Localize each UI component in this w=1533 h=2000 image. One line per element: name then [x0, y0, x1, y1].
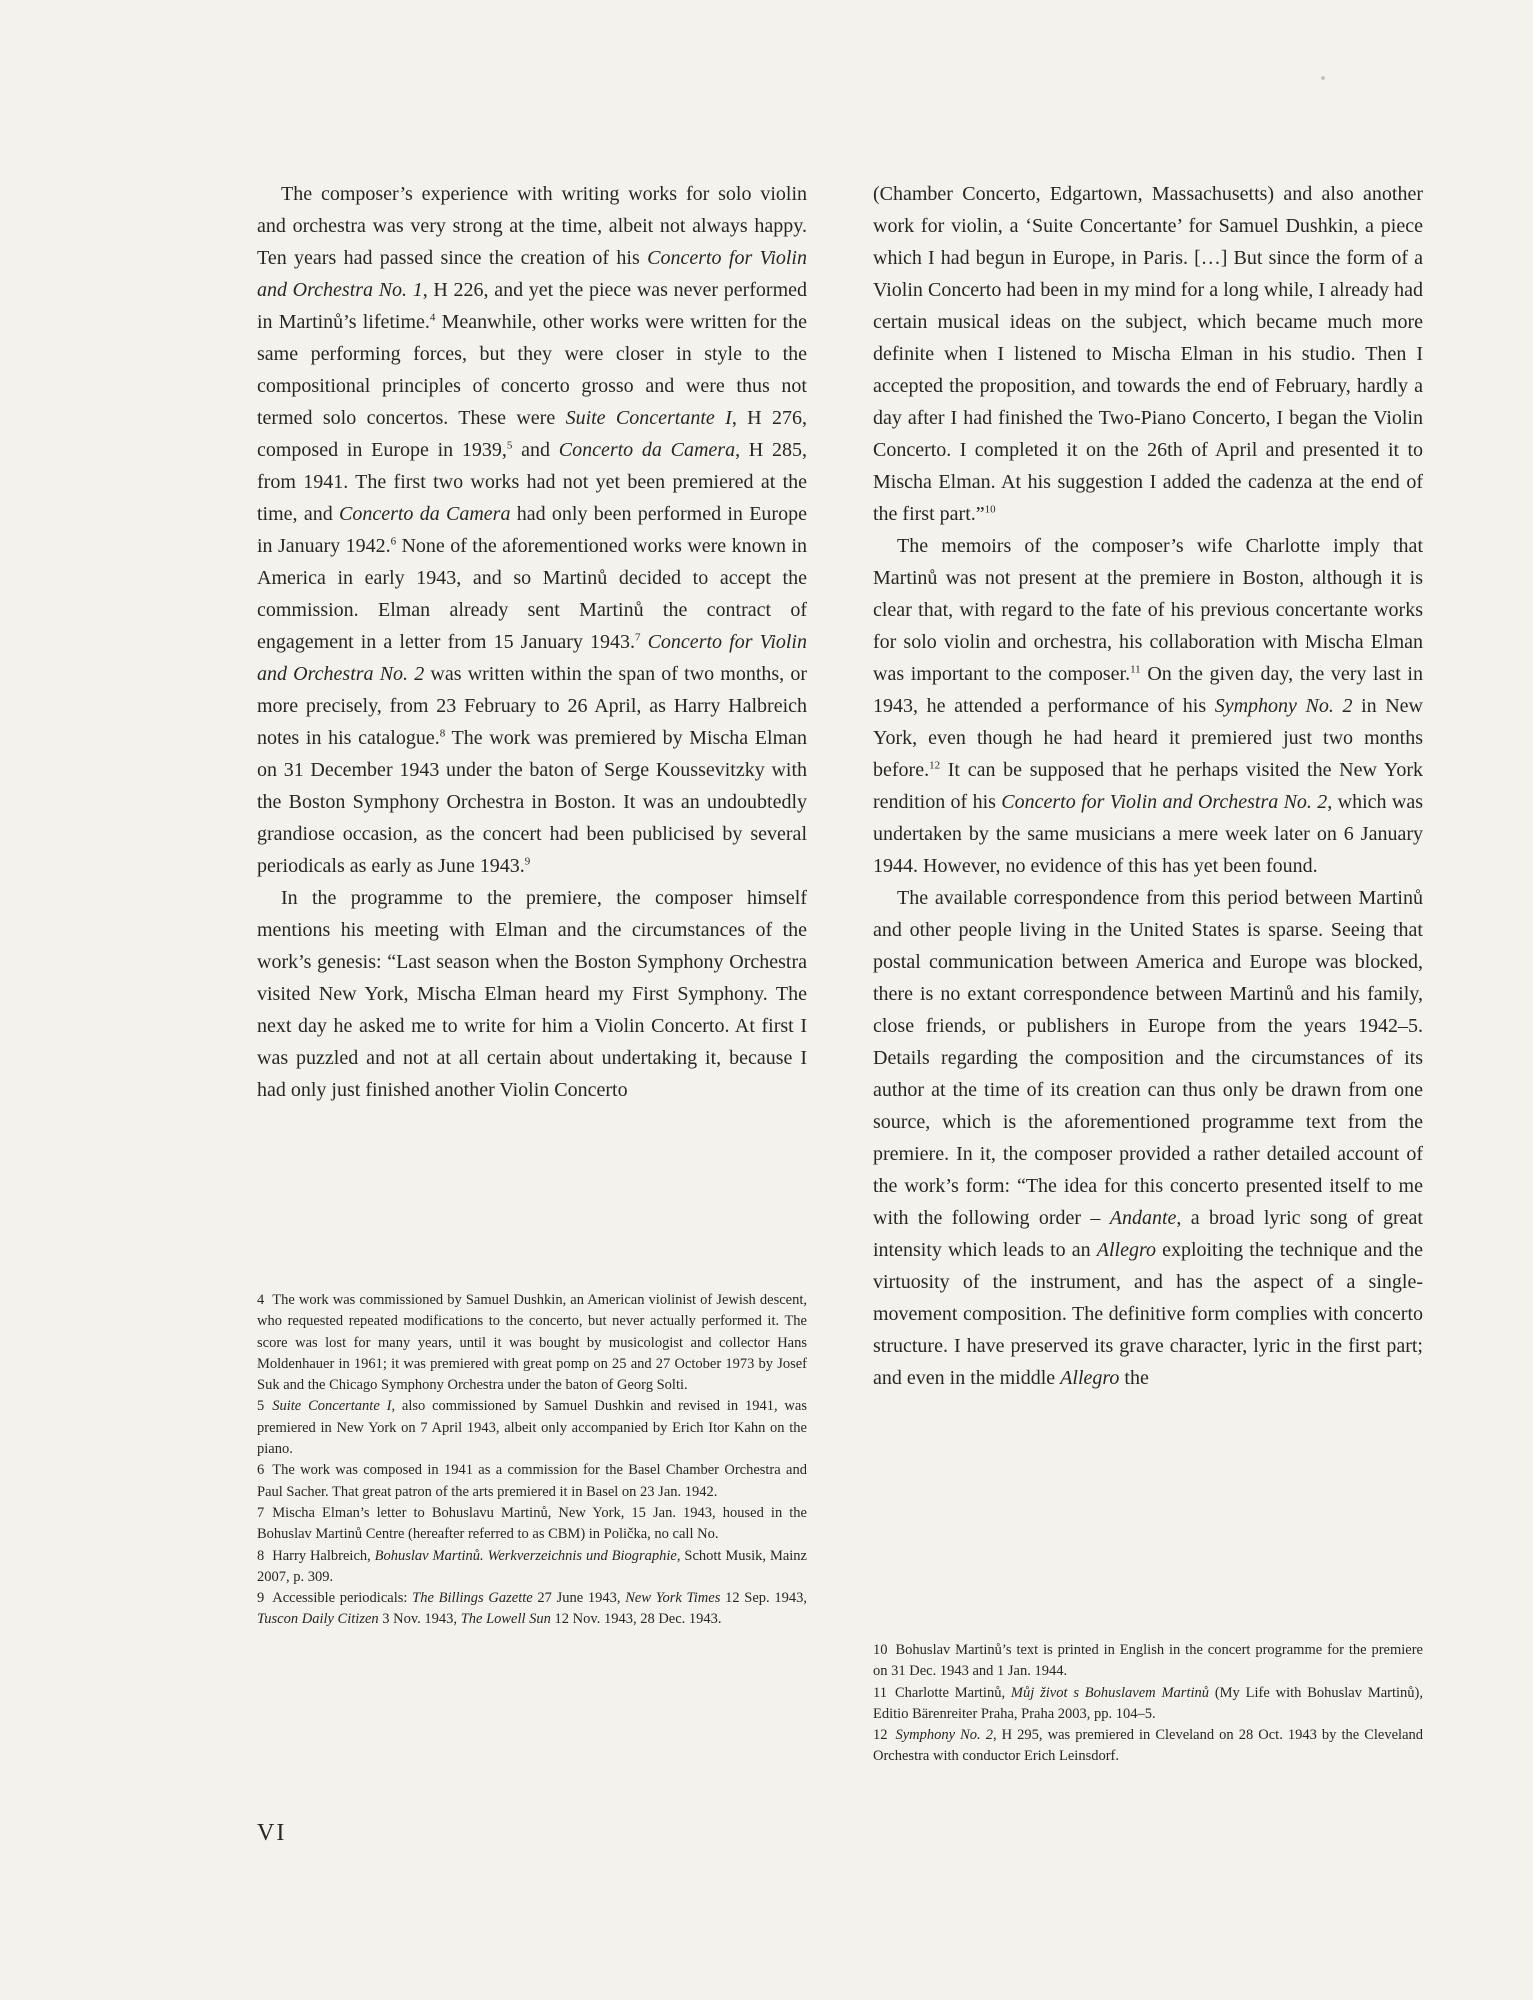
right-column — [873, 178, 1423, 1765]
footnote-number: 7 — [257, 1504, 265, 1521]
footnote-number: 9 — [257, 1590, 265, 1607]
footnote — [257, 1290, 807, 1396]
paragraph: (Chamber Concerto, Edgartown, Massachusetts) and also another work for violin, a ‘Suite Concertante’ for Samuel Dushkin, a piece which I had begun in Europe, in Paris. […] But since the form of a Violin Concerto had been in my mind for a long while, I already had certain musical ideas on the subject, which became much more definite when I listened to Mischa Elman in his studio. Then I accepted the proposition, and towards the end of February, hardly a day after I had finished the Two-Piano Concerto, I began the Violin Concerto. I completed it on the 26th of April and presented it to Mischa Elman. At his suggestion I added the cadenza at the end of the first part.”$^{10}$ — [873, 183, 1423, 525]
paragraph: In the programme to the premiere, the composer himself mentions his meeting with Elman and the circumstances of the work’s genesis: “Last season when the Boston Symphony Orchestra visited New York, Mischa Elman heard my First Symphony. The next day he asked me to write for him a Violin Concerto. At first I was puzzled and not at all certain about undertaking it, because I had only just finished another Violin Concerto — [257, 887, 807, 1101]
footnote-text: Symphony No. 2, H 295, was premiered in Cleveland on 28 Oct. 1943 by the Cleveland Orchestra with conductor Erich Leinsdorf. — [873, 1727, 1423, 1765]
footnote — [873, 1725, 1423, 1768]
footnote — [257, 1546, 807, 1589]
footnote-number: 11 — [873, 1684, 887, 1701]
left-footnotes — [257, 1290, 807, 1631]
paragraph: The composer’s experience with writing works for solo violin and orchestra was very strong at the time, albeit not always happy. Ten years had passed since the creation of his Concerto for Violin and Orchestra No. 1, H 226, and yet the piece was never performed in Martinů’s lifetime.$^4$ Meanwhile, other works were written for the same performing forces, but they were closer in style to the compositional principles of concerto grosso and were thus not termed solo concertos. These were Suite Concertante I, H 276, composed in Europe in 1939,$^5$ and Concerto da Camera, H 285, from 1941. The first two works had not yet been premiered at the time, and Concerto da Camera had only been performed in Europe in January 1942.$^6$ None of the aforementioned works were known in America in early 1943, and so Martinů decided to accept the commission. Elman already sent Martinů the contract of engagement in a letter from 15 January 1943.$^7$ Concerto for Violin and Orchestra No. 2 was written within the span of two months, or more precisely, from 23 February to 26 April, as Harry Halbreich notes in his catalogue.$^8$ The work was premiered by Mischa Elman on 31 December 1943 under the baton of Serge Koussevitzky with the Boston Symphony Orchestra in Boston. It was an undoubtedly grandiose occasion, as the concert had been publicised by several periodicals as early as June 1943.$^9$ — [257, 183, 807, 877]
left-column — [257, 178, 807, 1628]
footnote — [873, 1640, 1423, 1683]
right-body-text — [873, 178, 1423, 1574]
left-body-text — [257, 178, 807, 1238]
right-footnotes — [873, 1640, 1423, 1768]
paragraph: The available correspondence from this period between Martinů and other people living in the United States is sparse. Seeing that postal communication between America and Europe was blocked, there is no extant correspondence between Martinů and his family, close friends, or publishers in Europe from the years 1942–5. Details regarding the composition and the circumstances of its author at the time of its creation can thus only be drawn from one source, which is the aforementioned programme text from the premiere. In it, the composer provided a rather detailed account of the work’s form: “The idea for this concerto presented itself to me with the following order – Andante, a broad lyric song of great intensity which leads to an Allegro exploiting the technique and the virtuosity of the instrument, and has the aspect of a single-movement composition. The definitive form complies with concerto structure. I have preserved its grave character, lyric in the first part; and even in the middle Allegro the — [873, 887, 1423, 1389]
footnote-text: The work was commissioned by Samuel Dushkin, an American violinist of Jewish descent, who requested repeated modifications to the concerto, but never actually performed it. The score was lost for many years, until it was bought by musicologist and collector Hans Moldenhauer in 1961; it was premiered with great pomp on 25 and 27 October 1973 by Josef Suk and the Chicago Symphony Orchestra under the baton of Georg Solti. — [257, 1292, 807, 1394]
footnote-number: 4 — [257, 1292, 265, 1308]
footnote — [873, 1683, 1423, 1726]
footnote-text: Accessible periodicals: The Billings Gazette 27 June 1943, New York Times 12 Sep. 1943, Tuscon Daily Citizen 3 Nov. 1943, The Lowell Sun 12 Nov. 1943, 28 Dec. 1943. — [257, 1590, 807, 1628]
footnote-text: Charlotte Martinů, Můj život s Bohuslavem Martinů (My Life with Bohuslav Martinů), Editio Bärenreiter Praha, Praha 2003, pp. 104–5. — [873, 1684, 1423, 1722]
paper-speck — [1321, 76, 1325, 80]
footnote — [257, 1588, 807, 1631]
footnote-number: 10 — [873, 1642, 888, 1658]
footnote-number: 12 — [873, 1727, 888, 1744]
footnote-text: Harry Halbreich, Bohuslav Martinů. Werkverzeichnis und Biographie, Schott Musik, Mainz 2007, p. 309. — [257, 1547, 807, 1585]
footnote-number: 8 — [257, 1547, 265, 1564]
footnote — [257, 1396, 807, 1460]
footnote-text: Suite Concertante I, also commissioned by Samuel Dushkin and revised in 1941, was premiered in New York on 7 April 1943, albeit only accompanied by Erich Itor Kahn on the piano. — [257, 1398, 807, 1458]
footnote — [257, 1460, 807, 1503]
footnote — [257, 1503, 807, 1546]
paragraph: The memoirs of the composer’s wife Charlotte imply that Martinů was not present at the premiere in Boston, although it is clear that, with regard to the fate of his previous concertante works for solo violin and orchestra, his collaboration with Mischa Elman was important to the composer.$^{11}$ On the given day, the very last in 1943, he attended a performance of his Symphony No. 2 in New York, even though he had heard it premiered just two months before.$^{12}$ It can be supposed that he perhaps visited the New York rendition of his Concerto for Violin and Orchestra No. 2, which was undertaken by the same musicians a mere week later on 6 January 1944. However, no evidence of this has yet been found. — [873, 535, 1423, 877]
footnote-number: 6 — [257, 1462, 265, 1479]
footnote-text: Bohuslav Martinů’s text is printed in English in the concert programme for the premiere on 31 Dec. 1943 and 1 Jan. 1944. — [873, 1642, 1423, 1680]
footnote-text: The work was composed in 1941 as a commission for the Basel Chamber Orchestra and Paul Sacher. That great patron of the arts premiered it in Basel on 23 Jan. 1942. — [257, 1462, 807, 1500]
footnote-number: 5 — [257, 1398, 265, 1415]
footnote-text: Mischa Elman’s letter to Bohuslavu Martinů, New York, 15 Jan. 1943, housed in the Bohuslav Martinů Centre (hereafter referred to as CBM) in Polička, no call No. — [257, 1504, 807, 1543]
page-number: VI — [257, 1820, 287, 1846]
